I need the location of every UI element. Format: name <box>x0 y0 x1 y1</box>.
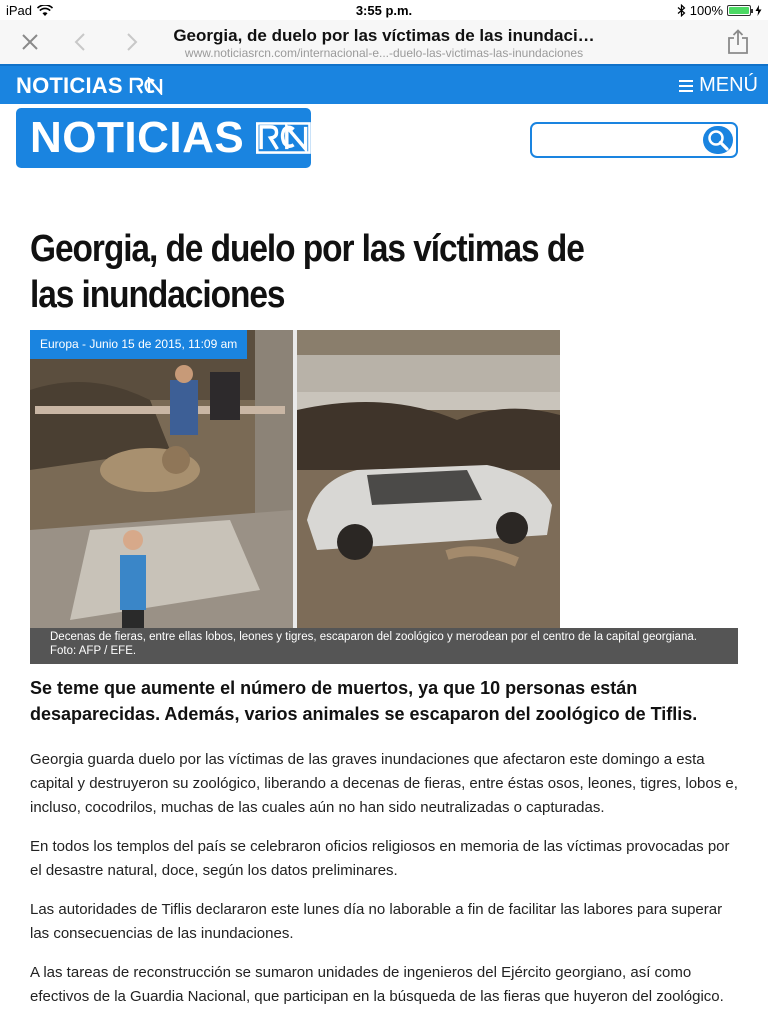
site-navbar <box>0 64 768 104</box>
article-paragraph: En todos los templos del país se celebraron oficios religiosos en memoria de las víctimas provocadas por el desastre natural, doce, según los datos preliminares. <box>30 838 730 879</box>
close-tab-button[interactable] <box>16 28 44 56</box>
chevron-right-icon <box>126 33 138 51</box>
battery-percent: 100% <box>689 3 723 18</box>
caption-text: Decenas de fieras, entre ellas lobos, leones y tigres, escaparon del zoológico y merodean por el centro de la capital georgiana. <box>50 631 697 643</box>
article-headline: Georgia, de duelo por las víctimas de las inundaciones <box>30 228 584 316</box>
share-button[interactable] <box>724 28 752 56</box>
article-lead: Se teme que aumente el número de muertos, ya que 10 personas están desaparecidas. Además, varios animales se escaparon del zoológico de Tiflis. <box>30 678 698 724</box>
charging-icon <box>755 5 762 16</box>
hamburger-icon <box>679 80 693 92</box>
photo-caption <box>30 628 738 664</box>
address-bar[interactable]: www.noticiasrcn.com/internacional-e...-duelo-las-victimas-las-inundaciones <box>184 46 584 60</box>
search-input[interactable] <box>538 130 698 150</box>
rcn-logo-icon <box>129 77 163 95</box>
photo-right-scene <box>297 330 560 628</box>
article-paragraph: A las tareas de reconstrucción se sumaron unidades de ingenieros del Ejército georgiano, así como efectivos de la Guardia Nacional, que participan en la búsqueda de las fieras que huyeron del zoológico. <box>30 964 724 1005</box>
menu-label: MENÚ <box>699 74 758 96</box>
menu-button[interactable] <box>679 74 758 97</box>
clock: 3:55 p.m. <box>355 3 413 18</box>
photo-left-scene <box>30 330 293 628</box>
article-photo <box>30 330 560 628</box>
bluetooth-icon <box>677 4 686 17</box>
site-logo-small[interactable] <box>16 73 163 99</box>
rcn-logo-large-icon <box>256 119 311 157</box>
chevron-left-icon <box>74 33 86 51</box>
search-icon <box>707 129 729 151</box>
device-label: iPad <box>6 3 33 18</box>
status-bar <box>0 0 768 20</box>
forward-button[interactable] <box>118 28 146 56</box>
photo-credit: Foto: AFP / EFE. <box>50 645 137 657</box>
site-logo[interactable] <box>16 108 311 168</box>
battery-icon <box>727 5 751 16</box>
logo-text: NOTICIAS <box>16 73 123 98</box>
browser-toolbar <box>0 20 768 64</box>
article-paragraph: Georgia guarda duelo por las víctimas de las graves inundaciones que afectaron este domingo a esta capital y destruyeron su zoológico, liberando a decenas de fieras, entre éstas osos, leones, tigres, lobos e, incluso, cocodrilos, muchas de las cuales aún no han sido neutralizadas o capturadas. <box>30 751 738 816</box>
section-date-badge: Europa - Junio 15 de 2015, 11:09 am <box>30 330 247 359</box>
search-box <box>530 122 738 158</box>
logo-text-large: NOTICIAS <box>30 113 245 162</box>
back-button[interactable] <box>66 28 94 56</box>
close-icon <box>21 33 39 51</box>
article-paragraph: Las autoridades de Tiflis declararon este lunes día no laborable a fin de facilitar las labores para superar las consecuencias de las inundaciones. <box>30 901 723 942</box>
share-icon <box>727 29 749 55</box>
page-title: Georgia, de duelo por las víctimas de las inundaci… <box>173 26 595 45</box>
search-button[interactable] <box>703 126 733 154</box>
